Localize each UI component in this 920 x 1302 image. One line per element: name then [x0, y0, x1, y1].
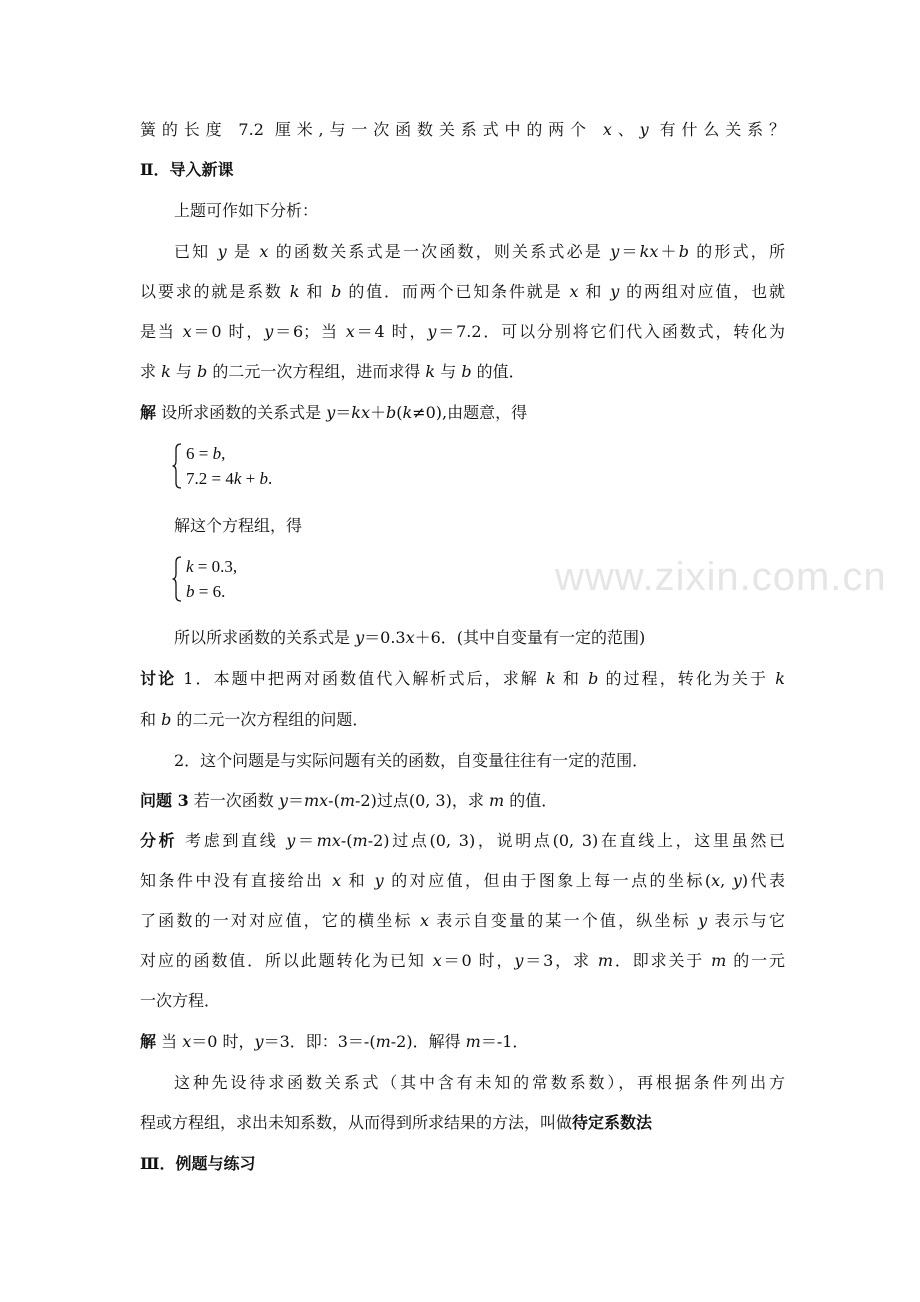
- equation-system-2: [172, 556, 372, 604]
- equation-row: k = 0.3,: [186, 557, 238, 576]
- text-line: 是当 x＝0 时，y＝6；当 x＝4 时，y＝7.2．可以分别将它们代入函数式，转化为: [140, 322, 785, 341]
- text-line: 簧的长度 7.2 厘米,与一次函数关系式中的两个 x、y 有什么关系？: [140, 120, 785, 139]
- watermark: www.zixin.com.cn: [555, 555, 887, 599]
- equation-system-1: [172, 443, 372, 491]
- analysis-label: 分析: [140, 831, 178, 850]
- equation-row: b = 6.: [186, 582, 226, 601]
- text-line: 解 当 x＝0 时，y＝3．即：3＝-(m-2)．解得 m＝-1．: [140, 1032, 529, 1051]
- solution-label: 解: [140, 403, 157, 422]
- text-line: 分析 考虑到直线 y＝mx-(m-2)过点(0, 3)，说明点(0, 3)在直线上，这里虽然已: [140, 831, 785, 850]
- text-line: 和 b 的二元一次方程组的问题．: [140, 710, 369, 729]
- text-line: 这种先设待求函数关系式（其中含有未知的常数系数），再根据条件列出方: [174, 1073, 785, 1092]
- text-line: 解 设所求函数的关系式是 y＝kx＋b(k≠0),由题意，得: [140, 403, 528, 422]
- equation-row: 7.2 = 4k + b.: [186, 469, 273, 488]
- equation-row: 6 = b,: [186, 444, 226, 463]
- text-line: 讨论 1．本题中把两对函数值代入解析式后，求解 k 和 b 的过程，转化为关于 k: [140, 669, 785, 688]
- text-line: 以要求的就是系数 k 和 b 的值．而两个已知条件就是 x 和 y 的两组对应值，也就: [140, 282, 785, 301]
- text-line: 2．这个问题是与实际问题有关的函数，自变量往往有一定的范围．: [174, 751, 649, 770]
- left-brace-icon: [172, 556, 182, 600]
- text-line: 上题可作如下分析：: [174, 201, 319, 220]
- text-line: 问题 3 若一次函数 y＝mx-(m-2)过点(0, 3)，求 m 的值．: [140, 791, 558, 810]
- discussion-label: 讨论: [140, 669, 177, 688]
- problem-label: 问题 3: [140, 791, 189, 810]
- section-heading-2: Ⅱ．导入新课: [140, 160, 234, 179]
- text-line: 一次方程．: [140, 991, 221, 1010]
- text-line: 解这个方程组，得: [174, 516, 303, 535]
- text-line: 已知 y 是 x 的函数关系式是一次函数，则关系式必是 y＝kx＋b 的形式，所: [174, 242, 785, 261]
- text-line: 对应的函数值．所以此题转化为已知 x＝0 时，y＝3，求 m．即求关于 m 的一元: [140, 951, 785, 970]
- text-line: 程或方程组，求出未知系数，从而得到所求结果的方法，叫做待定系数法: [140, 1113, 653, 1132]
- left-brace-icon: [172, 443, 182, 487]
- text-line: 了函数的一对对应值，它的横坐标 x 表示自变量的某一个值，纵坐标 y 表示与它: [140, 911, 785, 930]
- solution-label: 解: [140, 1032, 157, 1051]
- text-line: 所以所求函数的关系式是 y＝0.3x＋6．(其中自变量有一定的范围): [174, 628, 646, 647]
- key-term: 待定系数法: [572, 1113, 653, 1132]
- section-heading-3: Ⅲ．例题与练习: [140, 1154, 256, 1173]
- text-line: 求 k 与 b 的二元一次方程组，进而求得 k 与 b 的值．: [140, 362, 525, 381]
- text-line: 知条件中没有直接给出 x 和 y 的对应值，但由于图象上每一点的坐标(x, y)代表: [140, 871, 785, 890]
